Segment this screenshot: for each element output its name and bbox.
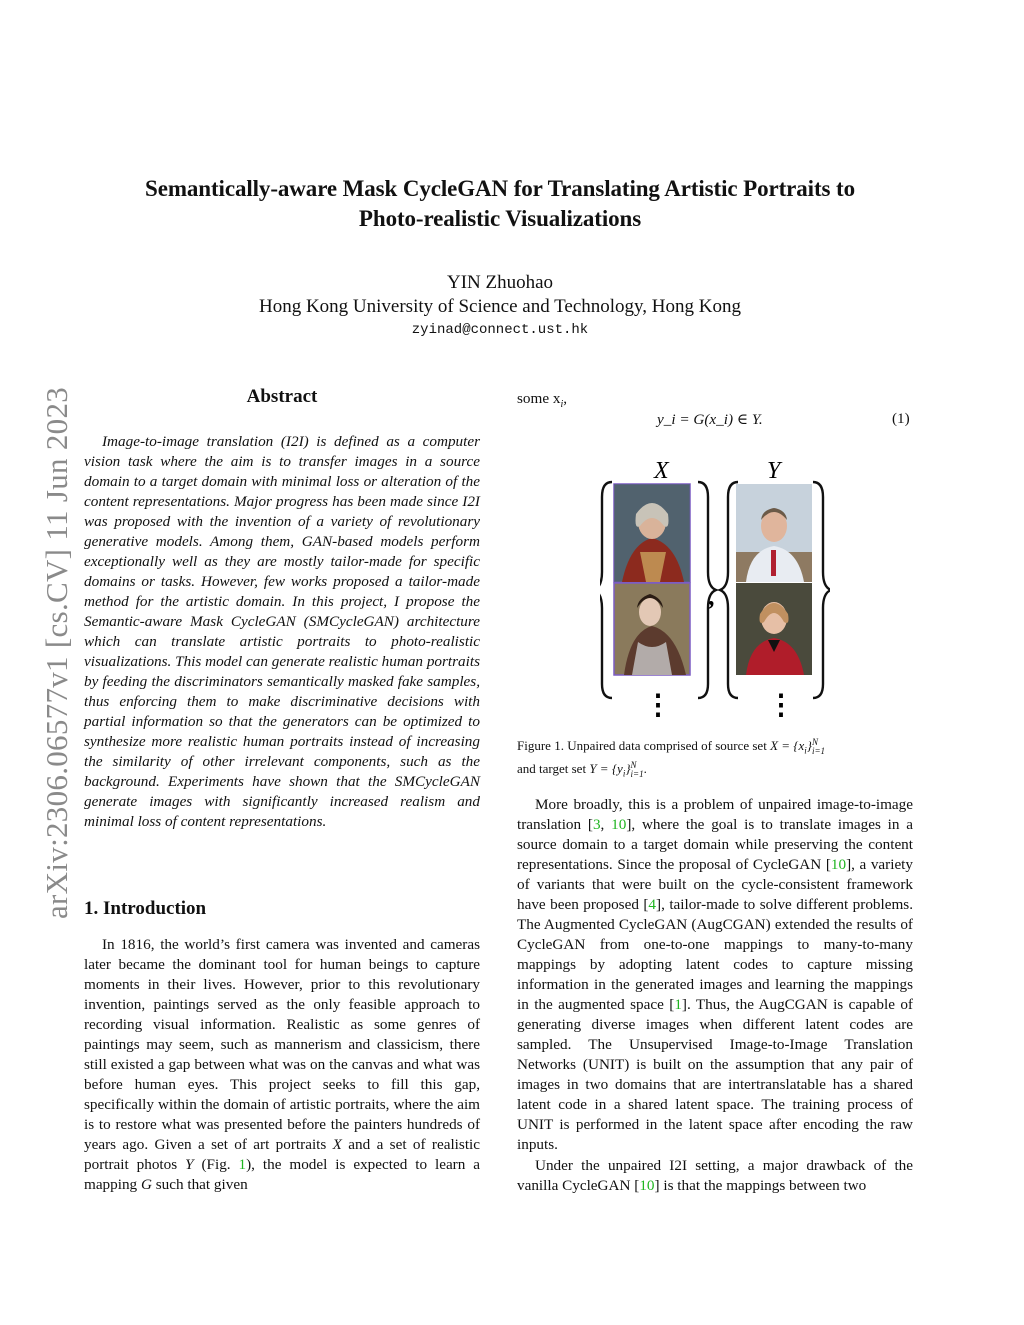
eq-lead-end: ,	[563, 390, 568, 407]
intro-text-e: such that given	[155, 1176, 248, 1193]
intro-text-a: In 1816, the world’s first camera was invented and cameras later became the dominant tool for human beings to capture moments in their lives. However, prior to this revolutionary invention, paintings served as the only feasible approach to recording visual information. Realistic as some genres of paintings may seem, such as mannerism and classicism, there still existed a gap between what was on the canvas and what was before human eyes. This project seeks to fill this gap, specifically within the domain of artistic portraits, where the aim is to restore what was presented before the painters hundreds of years ago. Given a set of art portraits	[84, 936, 480, 1153]
rp1-text-b: ], where the goal is to translate images in a source domain to a target domain while preserving the content representations. Since the proposal of CycleGAN [	[517, 816, 914, 873]
right-brace-y	[813, 482, 830, 698]
rp1-text-e: ]. Thus, the AugCGAN is capable of generating diverse images when different latent codes are sampled. The Unsupervised Image-to-Image Translation Networks (UNIT) is built on the assumption that any pair of images in two domains that are intertranslatable has a shared latent code in a shared latent space. The training process of UNIT is performed in the latent space after encoding the raw inputs.	[517, 996, 913, 1153]
abstract-body: Image-to-image translation (I2I) is defined as a computer vision task where the aim is to transfer images in a source domain to a target domain with minimal loss or alteration of the content representations. Major progress has been made since I2I was proposed with the invention of a variety of revolutionary generative models. Among them, GAN-based models perform exceptionally well as they are mostly tailor-made for specific domains or tasks. However, few works proposed a tailor-made method for the artistic domain. In this project, I propose the Semantic-aware Mask CycleGAN (SMCycleGAN) architecture which can translate artistic portraits to photo-realistic visualizations. This model can generate realistic human portraits by feeding the discriminators semantically masked fake samples, thus enforcing them to make discriminative decisions with partial information so that the generators can be optimized to synthesize more realistic human portraits instead of increasing the similarity of other irrelevant components, such as the background. Experiments have shown that the SMCycleGAN generate images with significantly increased realism and minimal loss of content representations.	[84, 433, 480, 830]
caption-limits-2	[631, 761, 644, 779]
eq-lead-text: some x	[517, 390, 561, 407]
citation-10-b[interactable]: 10	[830, 856, 847, 873]
caption-math-y: Y = {y	[589, 760, 623, 776]
author-email: zyinad@connect.ust.hk	[411, 322, 589, 338]
caption-sub-i-2: i	[622, 768, 626, 779]
photo-portrait-1	[736, 484, 812, 582]
figure-1-caption	[517, 737, 913, 782]
figure-1	[600, 452, 830, 722]
caption-brace-2: }	[625, 760, 631, 776]
figure-ref-link[interactable]: 1	[238, 1156, 247, 1173]
title-line-2: Photo-realistic Visualizations	[358, 206, 642, 231]
paper-title	[0, 174, 1000, 234]
rp1-text-a: More broadly, this is a problem of unpaired image-to-image translation [	[517, 796, 913, 833]
figure-dots-y: ⋮	[767, 688, 795, 721]
left-brace-y	[720, 482, 738, 698]
painting-portrait-2	[614, 583, 690, 675]
caption-math-x: X = {x	[770, 738, 805, 753]
intro-text-d: ), the model is expected to learn a mapping	[84, 1156, 481, 1193]
figure-comma: ,	[708, 582, 715, 611]
rp1-sep: ,	[600, 816, 612, 833]
equation-1: y_i = G(x_i) ∈ Y.	[657, 411, 763, 428]
rp2-text-a: Under the unpaired I2I setting, a major drawback of the vanilla CycleGAN [	[517, 1157, 913, 1194]
equation-lead-in	[517, 390, 567, 410]
equation-number: (1)	[892, 410, 910, 427]
figure-label-x: X	[654, 458, 669, 484]
math-y: Y	[185, 1156, 194, 1173]
math-g: G	[140, 1176, 152, 1193]
title-line-1: Semantically-aware Mask CycleGAN for Translating Artistic Portraits to	[145, 176, 855, 201]
drawback-paragraph	[517, 1156, 913, 1196]
rp1-text-d: ], tailor-made to solve different problems. The Augmented CycleGAN (AugCGAN) extended the results of CycleGAN from one-to-one mappings to many-to-many mappings by adopting latent codes to capture missing information in the generated images and learning the mappings in the augmented space [	[517, 896, 913, 1013]
citation-10[interactable]: 10	[611, 816, 627, 833]
caption-text-a: Figure 1. Unpaired data comprised of source set	[517, 738, 767, 753]
citation-4[interactable]: 4	[648, 896, 657, 913]
caption-text-d: and target set	[517, 760, 587, 776]
introduction-paragraph-1	[84, 935, 480, 1195]
arxiv-stamp	[38, 368, 76, 938]
citation-1[interactable]: 1	[674, 996, 682, 1013]
citation-3[interactable]: 3	[592, 816, 601, 833]
citation-10-c[interactable]: 10	[639, 1177, 655, 1194]
rp2-text-b: ] is that the mappings between two	[654, 1177, 867, 1194]
figure-1-graphic	[600, 452, 830, 722]
eq-lead-sub: i	[560, 399, 564, 411]
caption-sub-i1-2: i=1	[630, 768, 644, 779]
rp1-text-c: ], a variety of variants that were built on the cycle-consistent framework have been proposed [	[517, 856, 913, 913]
arxiv-stamp-text: arXiv:2306.06577v1 [cs.CV] 11 Jun 2023	[39, 386, 74, 920]
caption-limits-1	[812, 738, 825, 756]
caption-period: .	[643, 760, 647, 776]
caption-brace: }	[806, 738, 812, 753]
math-x: X	[332, 1136, 342, 1153]
abstract-heading: Abstract	[246, 386, 318, 407]
painting-portrait-1	[614, 484, 690, 582]
introduction-heading: 1. Introduction	[84, 898, 207, 919]
caption-sub-i: i	[804, 745, 807, 756]
author-name: YIN Zhuohao	[446, 272, 554, 293]
intro-text-c: (Fig.	[201, 1156, 231, 1173]
photo-portrait-2	[736, 583, 812, 675]
caption-sup-n-2: N	[630, 759, 637, 770]
related-work-paragraph	[517, 795, 913, 1155]
figure-label-y: Y	[767, 458, 781, 484]
caption-sub-i1: i=1	[811, 746, 826, 757]
left-brace-x	[600, 482, 612, 698]
caption-sup-n: N	[811, 737, 818, 748]
intro-text-b: and a set of realistic portrait photos	[84, 1136, 480, 1173]
figure-dots-x: ⋮	[644, 688, 672, 721]
affiliation: Hong Kong University of Science and Technology, Hong Kong	[258, 296, 742, 317]
